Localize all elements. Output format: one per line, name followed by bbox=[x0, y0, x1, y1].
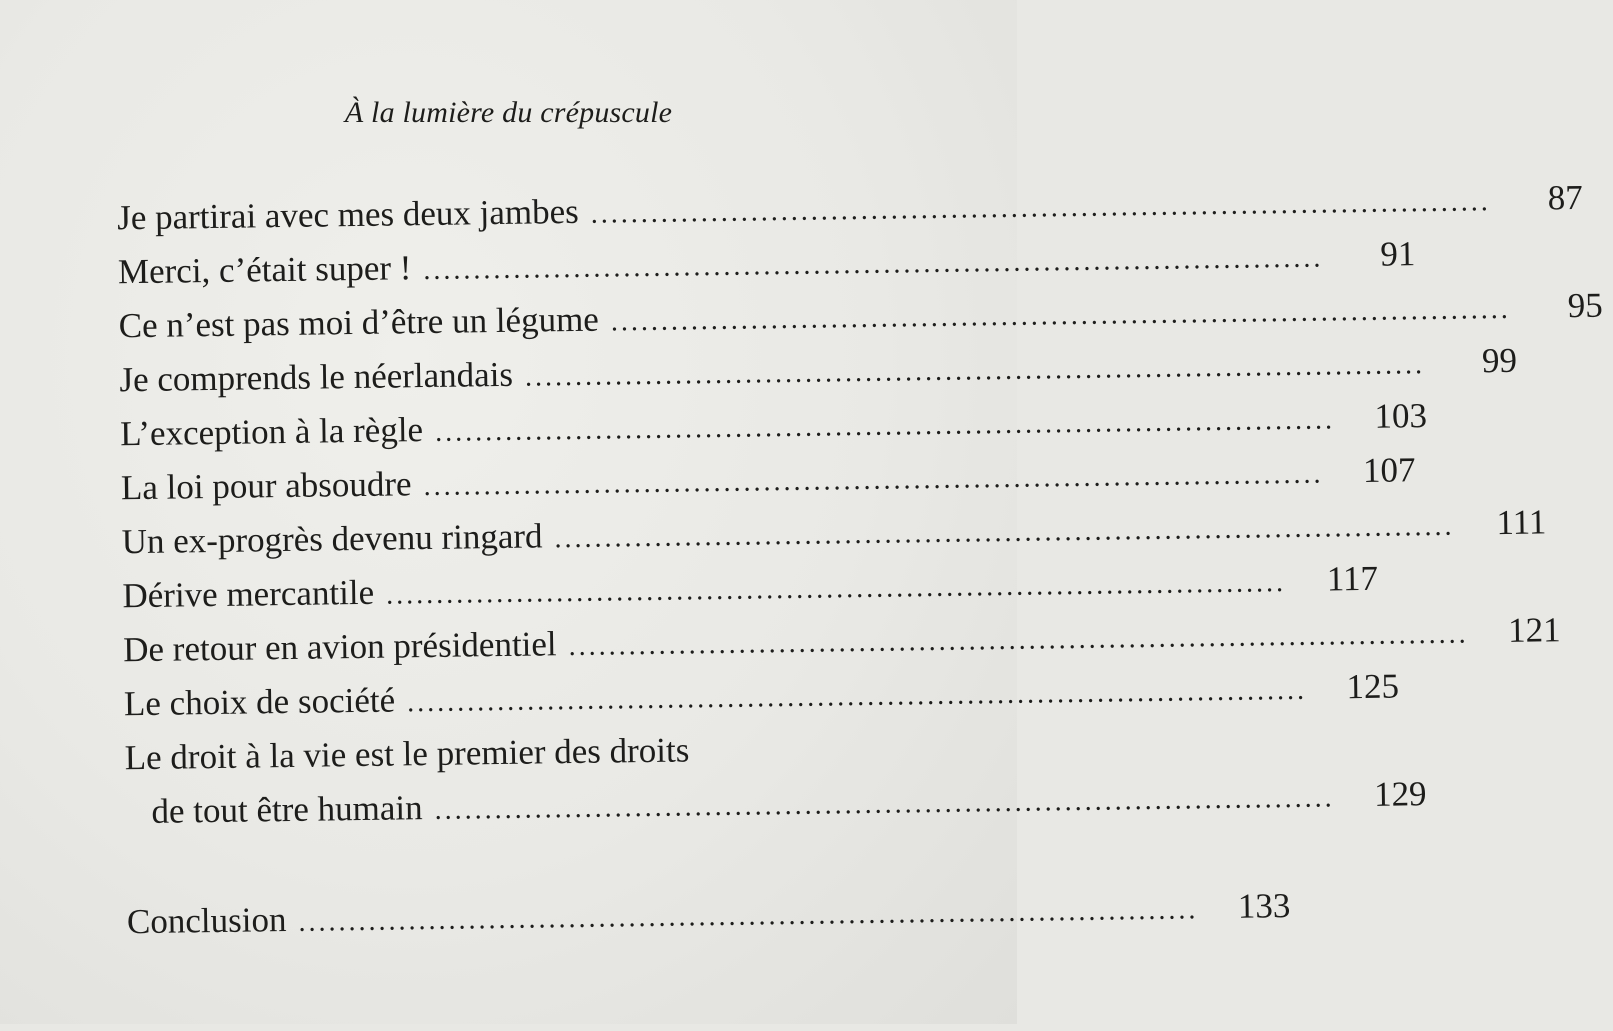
toc-entry-page: 133 bbox=[1237, 886, 1291, 926]
toc-entry-page: 107 bbox=[1362, 450, 1416, 490]
toc-entry bbox=[123, 666, 1400, 727]
dot-leader: .......................................................................................... bbox=[423, 242, 1324, 287]
toc-entry bbox=[119, 340, 1518, 403]
dot-leader: .......................................................................................... bbox=[434, 782, 1335, 826]
toc-entry-page: 121 bbox=[1507, 610, 1561, 650]
toc-entry-conclusion bbox=[126, 886, 1291, 945]
toc-entry-title: De retour en avion présidentiel bbox=[122, 624, 557, 670]
toc-entry bbox=[116, 177, 1583, 241]
toc-entry bbox=[120, 450, 1416, 511]
dot-leader: .......................................................................................... bbox=[434, 404, 1336, 448]
toc-entry-line1 bbox=[124, 724, 920, 781]
toc-entry bbox=[118, 285, 1603, 349]
toc-entry-title: Je comprends le néerlandais bbox=[119, 354, 514, 400]
toc-entry-title: Merci, c’était super ! bbox=[117, 248, 412, 292]
toc-entry-page: 91 bbox=[1380, 234, 1416, 274]
toc-entry-title-continuation: de tout être humain bbox=[151, 788, 423, 831]
toc-entry bbox=[122, 558, 1379, 619]
toc-entry-page: 103 bbox=[1374, 396, 1428, 436]
dot-leader: .......................................................................................... bbox=[298, 894, 1199, 938]
toc-entry-page: 87 bbox=[1547, 177, 1583, 218]
toc-entry-title: Ce n’est pas moi d’être un légume bbox=[118, 299, 600, 346]
dot-leader: .......................................................................................... bbox=[406, 674, 1308, 719]
dot-leader: .......................................................................................... bbox=[590, 186, 1491, 230]
toc-entry bbox=[119, 396, 1428, 457]
toc-entry-title: Un ex-progrès devenu ringard bbox=[121, 516, 543, 562]
dot-leader: .......................................................................................... bbox=[554, 510, 1455, 555]
toc-entry-title: L’exception à la règle bbox=[119, 410, 424, 454]
toc-entry-page: 125 bbox=[1346, 666, 1400, 707]
dot-leader: .......................................................................................... bbox=[423, 458, 1324, 503]
toc-entry-line2 bbox=[125, 774, 1427, 835]
toc-entry-title: La loi pour absoudre bbox=[120, 464, 412, 508]
toc-entry-page: 99 bbox=[1481, 340, 1518, 381]
dot-leader: .......................................................................................... bbox=[385, 567, 1287, 611]
toc-entry-title: Le choix de société bbox=[123, 680, 396, 724]
dot-leader: .......................................................................................... bbox=[524, 349, 1426, 393]
dot-leader: .......................................................................................... bbox=[568, 618, 1469, 663]
toc-entry bbox=[122, 610, 1561, 673]
toc-entry-page: 117 bbox=[1326, 558, 1379, 599]
toc-entry-title: Le droit à la vie est le premier des droits bbox=[124, 730, 690, 778]
toc-entry-page: 129 bbox=[1373, 774, 1427, 814]
toc-entry-page: 95 bbox=[1567, 285, 1603, 326]
toc-entry bbox=[121, 502, 1547, 565]
toc-entry-page: 111 bbox=[1496, 502, 1547, 543]
toc-entry-title: Dérive mercantile bbox=[122, 572, 375, 616]
toc-entry-title: Je partirai avec mes deux jambes bbox=[116, 191, 580, 238]
toc-entry-title: Conclusion bbox=[126, 900, 287, 942]
dot-leader: .......................................................................................... bbox=[610, 293, 1511, 338]
toc-entry bbox=[117, 234, 1416, 295]
section-title: À la lumière du crépuscule bbox=[344, 96, 673, 129]
